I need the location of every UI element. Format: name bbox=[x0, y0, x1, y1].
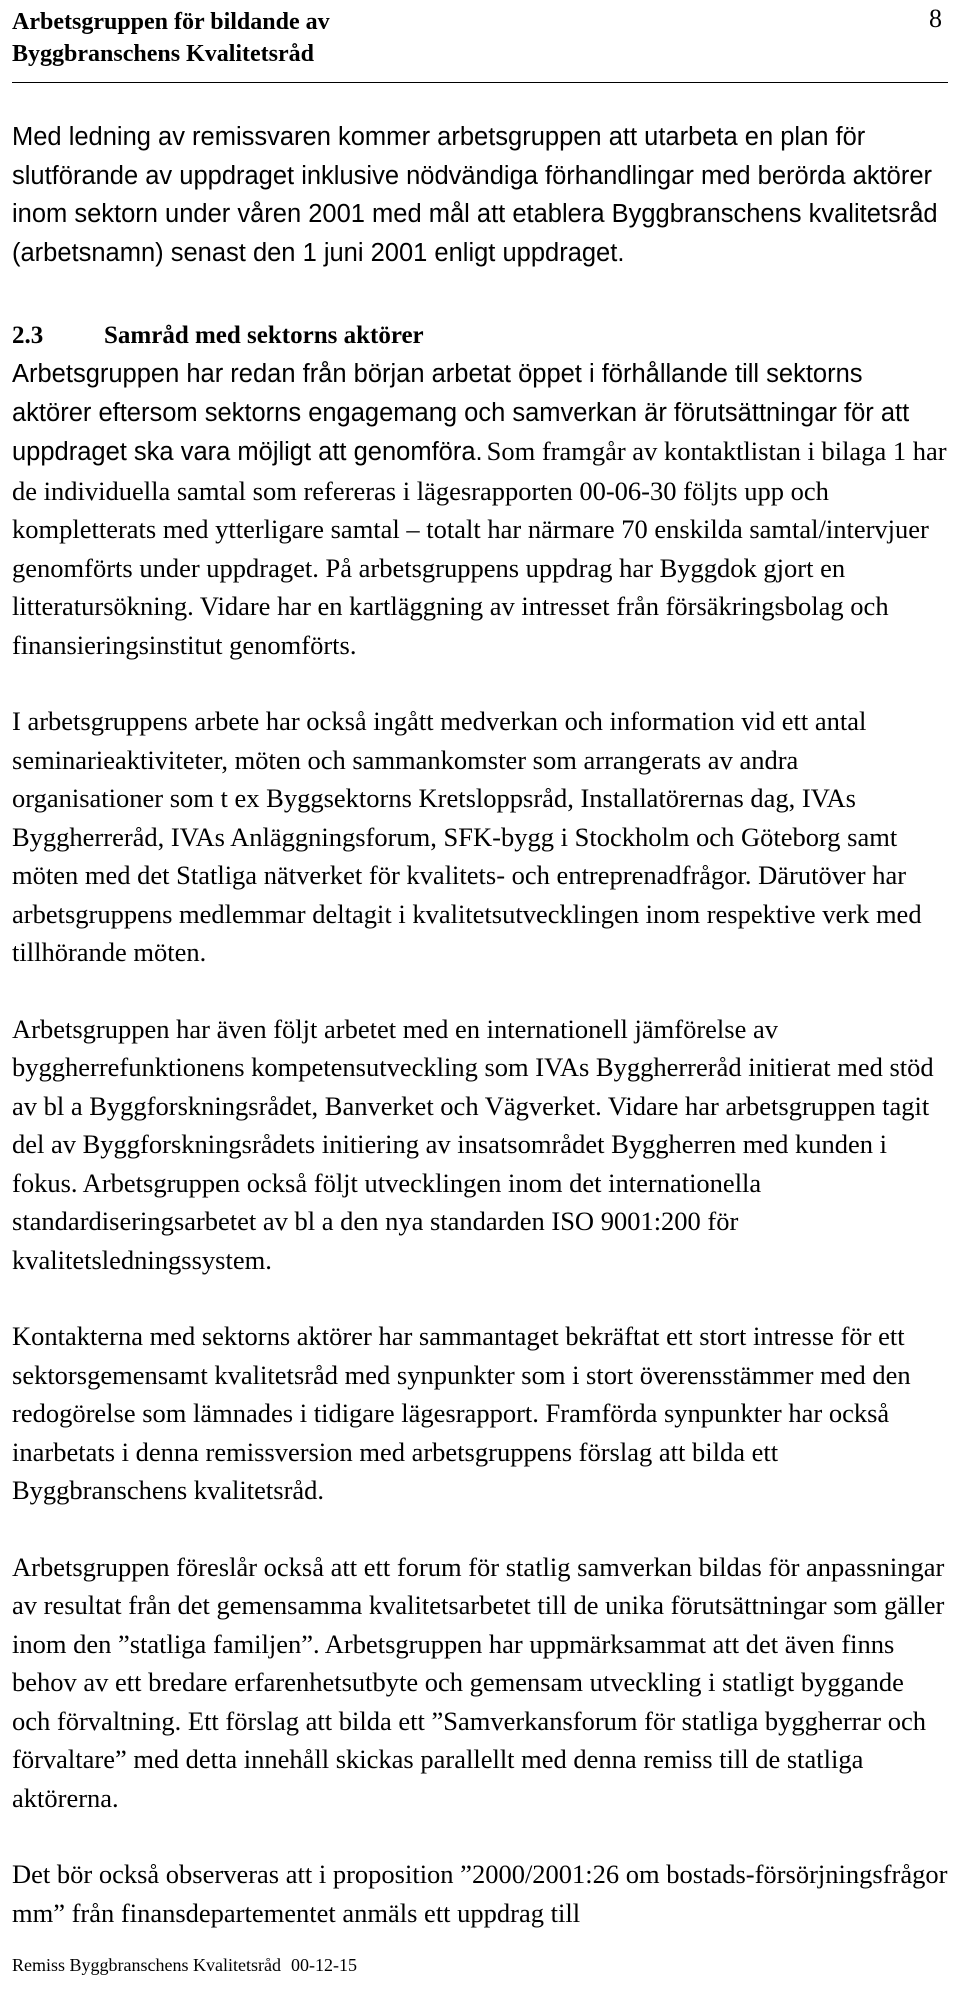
section-title: Samråd med sektorns aktörer bbox=[104, 322, 424, 349]
paragraph-statlig-samverkan: Arbetsgruppen föreslår också att ett forum för statlig samverkan bildas för anpassningar av resultat från det gemensamma kvalitetsarbetet till de unika förutsättningar som gäller inom den ”statliga familjen”. Arbetsgruppen har uppmärksammat att det även finns behov av ett bredare erfarenhetsutbyte och gemensam utveckling i statligt byggande och förvaltning. Ett förslag att bilda ett ”Samverkansforum för statliga byggherrar och förvaltare” med detta innehåll skickas parallellt med denna remiss till de statliga aktörerna. bbox=[12, 1551, 945, 1813]
section-number: 2.3 bbox=[12, 322, 44, 349]
footer-title: Remiss Byggbranschens Kvalitetsråd bbox=[12, 1955, 281, 1975]
section-heading bbox=[12, 317, 948, 355]
paragraph-samrad bbox=[12, 355, 948, 664]
document-body bbox=[12, 118, 948, 1932]
paragraph-plan: Med ledning av remissvaren kommer arbetsgruppen att utarbeta en plan för slutförande av uppdraget inklusive nödvändiga förhandlingar med berörda aktörer inom sektorn under våren 2001 med mål att etablera Byggbranschens kvalitetsråd (arbetsnamn) senast den 1 juni 2001 enligt uppdraget. bbox=[12, 123, 938, 267]
header-title-line2: Byggbranschens Kvalitetsråd bbox=[12, 41, 315, 67]
paragraph-samrad-sans: Arbetsgruppen har redan från början arbetat öppet i förhållande till sektorns aktörer eftersom sektorns engagemang och samverkan är förutsättningar för att uppdraget ska vara möjligt att genomföra. bbox=[12, 360, 910, 466]
paragraph-kontakter: Kontakterna med sektorns aktörer har sammantaget bekräftat ett stort intresse för ett sektorsgemensamt kvalitetsråd med synpunkter som i stort överensstämmer med den redogörelse som lämnades i tidigare lägesrapport. Framförda synpunkter har också inarbetats i denna remissversion med arbetsgruppens förslag att bilda ett Byggbranschens kvalitetsråd. bbox=[12, 1321, 911, 1505]
paragraph-proposition: Det bör också observeras att i proposition ”2000/2001:26 om bostads-försörjningsfrågor mm” från finansdepartementet anmäls ett uppdrag till bbox=[12, 1859, 948, 1928]
page-number: 8 bbox=[929, 4, 942, 33]
page-header bbox=[12, 6, 948, 86]
paragraph-seminarier: I arbetsgruppens arbete har också ingått medverkan och information vid ett antal seminarieaktiviteter, möten och sammankomster som arrangerats av andra organisationer som t ex Byggsektorns Kretsloppsråd, Installatörernas dag, IVAs Byggherreråd, IVAs Anläggningsforum, SFK-bygg i Stockholm och Göteborg samt möten med det Statliga nätverket för kvalitets- och entreprenadfrågor. Därutöver har arbetsgruppens medlemmar deltagit i kvalitetsutvecklingen inom respektive verk med tillhörande möten. bbox=[12, 706, 922, 967]
page-footer bbox=[12, 1955, 357, 1976]
header-title-line1: Arbetsgruppen för bildande av bbox=[12, 9, 330, 35]
header-rule bbox=[12, 82, 948, 83]
footer-date: 00-12-15 bbox=[290, 1955, 357, 1975]
paragraph-internationell: Arbetsgruppen har även följt arbetet med en internationell jämförelse av byggherrefunktionens kompetensutveckling som IVAs Byggherreråd initierat med stöd av bl a Byggforskningsrådet, Banverket och Vägverket. Vidare har arbetsgruppen tagit del av Byggforskningsrådets initiering av insatsområdet Byggherren med kunden i fokus. Arbetsgruppen också följt utvecklingen inom det internationella standardiseringsarbetet av bl a den nya standarden ISO 9001:200 för kvalitetsledningssystem. bbox=[12, 1013, 934, 1275]
paragraph-samrad-serif: Som framgår av kontaktlistan i bilaga 1 har de individuella samtal som refereras i lägesrapporten 00-06-30 följts upp och kompletterats med ytterligare samtal – totalt har närmare 70 enskilda samtal/intervjuer genomförts under uppdraget. På arbetsgruppens uppdrag har Byggdok gjort en litteratursökning. Vidare har en kartläggning av intresset från försäkringsbolag och finansieringsinstitut genomförts. bbox=[12, 436, 947, 660]
